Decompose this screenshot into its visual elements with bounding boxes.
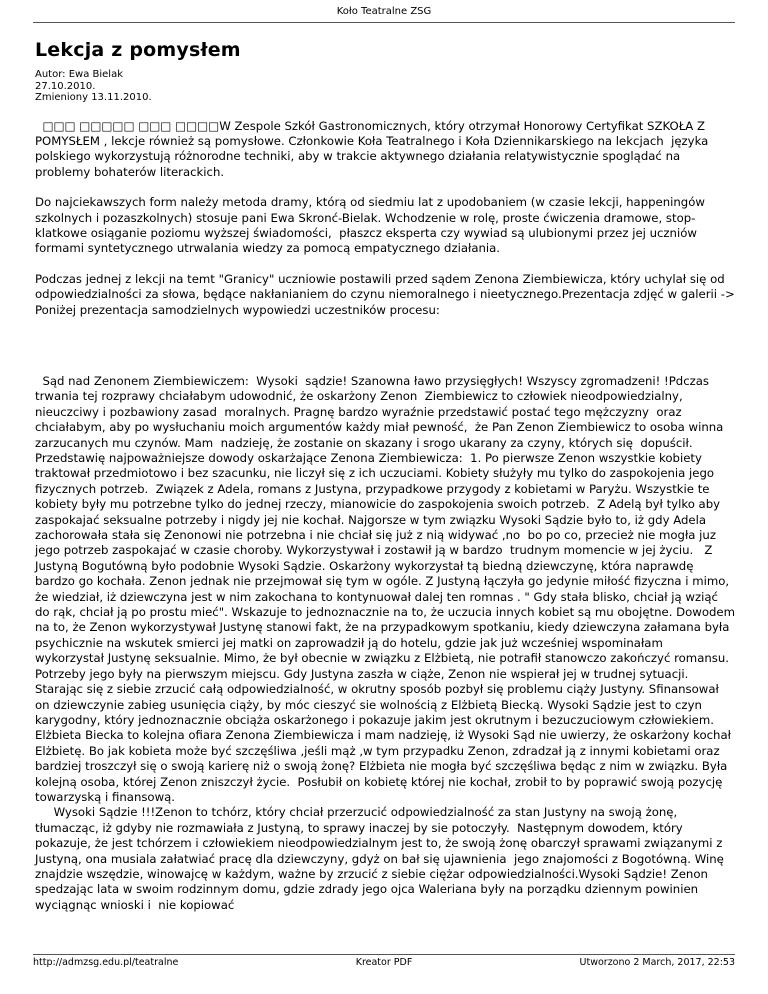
- page-footer: [33, 954, 735, 968]
- article-date-modified: Zmieniony 13.11.2010.: [35, 92, 152, 103]
- article-date-created: 27.10.2010.: [35, 80, 96, 92]
- paragraph-trial-speech: Sąd nad Zenonem Ziembiewiczem: Wysoki sądzie! Szanowna ławo przysięgłych! Wszyscy zgromadzeni! !Pdczas trwania tej rozprawy chciałabym udowodnić, że oskarżony Zenon Ziembiewicz to człowiek nieodpowiedzialny, nieuczciwy i pozbawiony zasad moralnych. Pragnę bardzo wyraźnie przedstawić postać tego mężczyzny oraz chciałabym, aby po wysłuchaniu moich argumentów każdy miał pewność, że Pan Zenon Ziembiewicz to osoba winna zarzucanych mu czynów. Mam nadzieję, że zostanie on skazany i srogo ukarany za czyny, których się dopuścił. Przedstawię najpoważniejsze dowody oskarżające Zenona Ziembiewicza: 1. Po pierwsze Zenon wszystkie kobiety traktował przedmiotowo i bez szacunku, nie liczył się z ich uczuciami. Kobiety służyły mu tylko do zaspokojenia jego fizycznych potrzeb. Związek z Adela, romans z Justyna, przypadkowe przygody z kobietami w Paryżu. Wszystkie te kobiety były mu potrzebne tylko do jednej rzeczy, mianowicie do zaspokojenia swoich potrzeb. Z Adelą był tylko aby zaspokajać seksualne potrzeby i nigdy jej nie kochał. Najgorsze w tym związku Wysoki Sądzie było to, iż gdy Adela zachorowała stała się Zenonowi nie potrzebna i nie chciał się już z nią widywać ,no bo po co, przecież nie mogła juz jego potrzeb zaspokajać w czasie choroby. Wykorzystywał i zostawił ją w bardzo trudnym momencie w jej życiu. Z Justyną Bogutówną było podobnie Wysoki Sądzie. Oskarżony wykorzystał tą biedną dziewczynę, która naprawdę bardzo go kochała. Zenon jednak nie przejmował się tym w ogóle. Z Justyną łączyła go jedynie miłość fizyczna i mimo, że wiedział, iż dziewczyna jest w nim zakochana to kontynuował dalej ten romnas . " Gdy stała blisko, chciał ją wziąć do rąk, chciał ją po prostu mieć". Wskazuje to jednoznacznie na to, że uczucia innych kobiet są mu obojętne. Dowodem na to, że Zenon wykorzystywał Justynę stanowi fakt, że na przypadkowym spotkaniu, kiedy dziewczyna załamana była psychicznie na wskutek smierci jej matki on zaprowadził ją do hotelu, gdzie jak już wcześniej wspominałam wykorzystał Justynę seksualnie. Mimo, że był obecnie w związku z Elżbietą, nie potrafił stanowczo zakończyć romansu. Potrzeby jego były na pierwszym miejscu. Gdy Justyna zaszła w ciąże, Zenon nie wspierał jej w trudnej sytuacji. Starając się z siebie zrzucić całą odpowiedzialność, w okrutny sposób pozbył się problemu ciąży Justyny. Sfinansował on dziewczynie zabieg usunięcia ciąży, by móc cieszyć sie wolnością z Elżbietą Biecką. Wysoki Sądzie jest to czyn karygodny, który jednoznacznie obciąża oskarżonego i pokazuje jakim jest okrutnym i bezuczuciowym człowiekiem. Elżbieta Biecka to kolejna ofiara Zenona Ziembiewicza i mam nadzieję, iż Wysoki Sąd nie uwierzy, że oskarżony kochał Elżbietę. Bo jak kobieta może być szczęśliwa ,jeśli mąż ,w tym przypadku Zenon, zdradzał ją z innymi kobietami oraz bardziej troszczył się o swoją karierę niż o swoją żonę? Elżbieta nie mogła być szczęśliwa będąc z nim w związku. Była kolejną osoba, której Zenon zniszczył życie. Posłubił on kobietę której nie kochał, zrobił to by poprawić swoją pozycję towarzyską i finansową.: [35, 373, 739, 804]
- paragraph-drama-method: Do najciekawszych form należy metoda dramy, którą od siedmiu lat z upodobaniem (w czasie lekcji, happeningów szkolnych i pozaszkolnych) stosuje pani Ewa Skronć-Bielak. Wchodzenie w rolę, proste ćwiczenia dramowe, stop-klatkowe osiąganie poziomu wyższej świadomości, płaszcz eksperta czy wywiad są ulubionymi przez jej uczniów formami syntetycznego utrwalania wiedzy za pomocą empatycznego działania.: [35, 195, 709, 256]
- footer-timestamp: Utworzono 2 March, 2017, 22:53: [579, 957, 736, 968]
- footer-url: http://admzsg.edu.pl/teatralne: [33, 957, 179, 968]
- paragraph-intro: □□□ □□□□□ □□□ □□□□W Zespole Szkół Gastronomicznych, który otrzymał Honorowy Certyfikat SZKOŁA Z POMYSŁEM , lekcje również są pomysłowe. Członkowie Koła Teatralnego i Koła Dziennikarskiego na lekcjach języka polskiego wykorzystują różnorodne techniki, aby w trakcie aktywnego działania relatywistycznie spoglądać na problemy bohaterów literackich.: [35, 118, 713, 179]
- running-header-title: Koło Teatralne ZSG: [336, 6, 432, 17]
- article-body: [35, 118, 739, 914]
- paragraph-trial-speech-continued: Wysoki Sądzie !!!Zenon to tchórz, który chciał przerzucić odpowiedzialność za stan Justyny na swoją żonę, tłumacząc, iż gdyby nie rozmawiała z Justyną, to sprawy inaczej by sie potoczyły. Następnym dowodem, który pokazuje, że jest tchórzem i człowiekiem nieodpowiedzialnym jest to, że swoją żonę obarczył sprawami związanymi z Justyną, ona musiala załatwiać pracę dla dziewczyny, gdyż on bał się ujawnienia jego znajomości z Bogotówną. Winę znajdzie wszędzie, winowajcę w każdym, ważne by zrzucić z siebie ciężar odpowiedzialności.Wysoki Sądzie! Zenon spedzając lata w swoim rodzinnym domu, gdzie zdrady jego ojca Waleriana były na porządku dziennym powinien wyciągnąc wnioski i nie kopiować: [35, 805, 728, 912]
- paragraph-lesson-granica: Podczas jednej z lekcji na temt "Granicy" uczniowie postawili przed sądem Zenona Ziembiewicza, który uchylał się od odpowiedzialności za słowa, będące nakłanianiem do czynu niemoralnego i nieetycznego.Prezentacja zdjęć w galerii -> Poniżej prezentacja samodzielnych wypowiedzi uczestników procesu:: [35, 271, 739, 317]
- footer-generator: Kreator PDF: [355, 957, 413, 968]
- article-author: Autor: Ewa Bielak: [35, 69, 123, 80]
- article: [0, 23, 768, 935]
- article-meta: [35, 69, 735, 104]
- running-header: [0, 0, 768, 18]
- article-title: Lekcja z pomysłem: [35, 39, 241, 61]
